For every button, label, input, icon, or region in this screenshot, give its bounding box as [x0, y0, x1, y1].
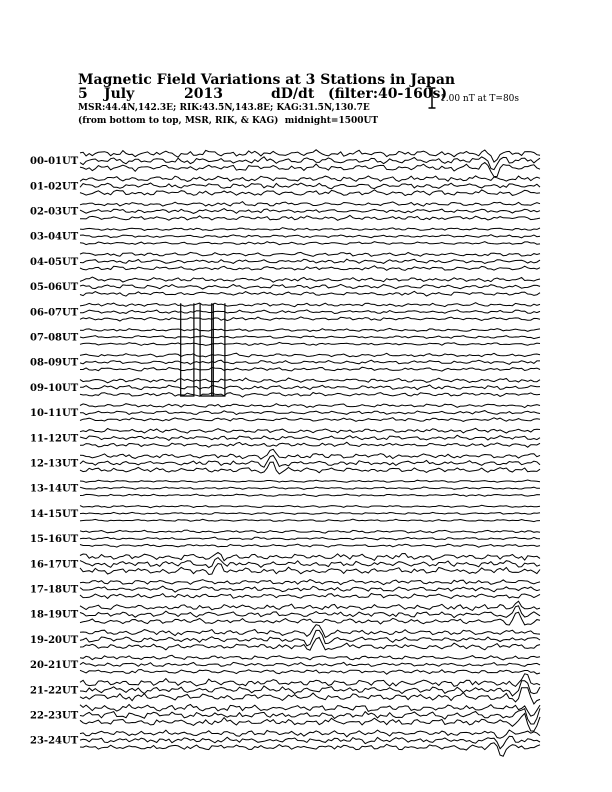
hour-label: 06-07UT [30, 307, 79, 319]
series-line-rik [80, 512, 540, 514]
hour-label: 20-21UT [30, 660, 79, 672]
series-line-kag [80, 674, 540, 687]
hour-label: 04-05UT [30, 256, 79, 268]
filter-label: (filter:40-160s) [328, 86, 448, 102]
hour-label: 03-04UT [30, 231, 79, 243]
series-line-kag [80, 303, 540, 307]
series-line-msr [80, 462, 540, 474]
series-line-msr [80, 442, 540, 447]
series-line-msr [80, 317, 540, 321]
series-line-kag [80, 328, 540, 331]
series-line-kag [80, 404, 540, 408]
series-line-rik [80, 411, 540, 415]
hour-label: 15-16UT [30, 534, 79, 546]
hour-label: 22-23UT [30, 710, 79, 722]
series-line-rik [80, 487, 540, 490]
series-line-msr [80, 190, 540, 196]
station-coordinates: MSR:44.4N,142.3E; RIK:43.5N,143.8E; KAG:31.5N,130.7E [78, 103, 370, 113]
order-note: (from bottom to top, MSR, RIK, & KAG) [78, 116, 279, 126]
series-line-kag [80, 601, 540, 610]
series-line-msr [80, 418, 540, 422]
spike-artifact [181, 303, 194, 396]
series-line-rik [80, 235, 540, 238]
quantity-label: dD/dt [271, 86, 315, 102]
hour-label: 17-18UT [30, 584, 79, 596]
series-line-kag [80, 655, 540, 660]
series-line-rik [80, 259, 540, 263]
hour-label: 13-14UT [30, 483, 79, 495]
series-line-kag [80, 176, 540, 182]
series-line-msr [80, 743, 540, 756]
series-line-kag [80, 580, 540, 585]
hour-label: 09-10UT [30, 382, 79, 394]
chart-title: Magnetic Field Variations at 3 Stations in Japan [78, 72, 456, 88]
series-line-rik [80, 586, 540, 592]
series-line-msr [80, 291, 540, 296]
hour-label: 14-15UT [30, 508, 79, 520]
hour-label: 07-08UT [30, 332, 79, 344]
hour-label: 10-11UT [30, 408, 79, 420]
series-line-kag [80, 378, 540, 383]
hour-label: 02-03UT [30, 206, 79, 218]
series-line-msr [80, 163, 540, 177]
series-line-kag [80, 625, 540, 638]
series-line-msr [80, 266, 540, 271]
series-line-kag [80, 505, 540, 507]
hour-label: 12-13UT [30, 458, 79, 470]
series-line-rik [80, 537, 540, 540]
series-line-rik [80, 284, 540, 289]
series-line-msr [80, 342, 540, 345]
series-line-kag [80, 480, 540, 482]
series-line-kag [80, 202, 540, 207]
hour-label: 16-17UT [30, 559, 79, 571]
hour-label: 05-06UT [30, 282, 79, 294]
midnight-note: midnight=1500UT [284, 116, 379, 126]
date-year: 2013 [184, 86, 223, 102]
series-line-msr [80, 670, 540, 675]
hour-label: 19-20UT [30, 634, 79, 646]
series-line-kag [80, 228, 540, 231]
series-line-rik [80, 630, 540, 645]
series-line-rik [80, 435, 540, 440]
series-line-kag [80, 705, 540, 717]
series-line-rik [80, 736, 540, 748]
series-line-kag [80, 530, 540, 533]
series-line-msr [80, 544, 540, 547]
scale-label: 1.00 nT at T=80s [440, 94, 520, 104]
series-line-kag [80, 730, 540, 738]
series-line-msr [80, 215, 540, 220]
hour-label: 23-24UT [30, 735, 79, 747]
series-line-msr [80, 393, 540, 398]
hour-label: 01-02UT [30, 181, 79, 193]
series-line-kag [80, 553, 540, 561]
series-line-rik [80, 662, 540, 666]
series-line-msr [80, 594, 540, 599]
series-line-msr [80, 367, 540, 371]
hour-label: 18-19UT [30, 609, 79, 621]
date-day: 5 [78, 86, 88, 102]
hour-label: 11-12UT [30, 433, 79, 445]
date-month: July [104, 86, 135, 102]
series-line-kag [80, 449, 540, 459]
hour-label: 00-01UT [30, 156, 79, 168]
series-line-msr [80, 494, 540, 496]
series-line-kag [80, 353, 540, 357]
hour-label: 08-09UT [30, 357, 79, 369]
series-line-msr [80, 242, 540, 245]
series-line-rik [80, 385, 540, 390]
series-line-rik [80, 558, 540, 568]
series-line-kag [80, 277, 540, 282]
series-line-msr [80, 519, 540, 522]
series-line-rik [80, 360, 540, 364]
series-line-kag [80, 428, 540, 433]
series-line-kag [80, 252, 540, 256]
series-line-rik [80, 209, 540, 214]
series-line-rik [80, 336, 540, 339]
series-line-rik [80, 183, 540, 189]
series-line-rik [80, 606, 540, 618]
series-line-rik [80, 310, 540, 314]
hour-label: 21-22UT [30, 685, 79, 697]
